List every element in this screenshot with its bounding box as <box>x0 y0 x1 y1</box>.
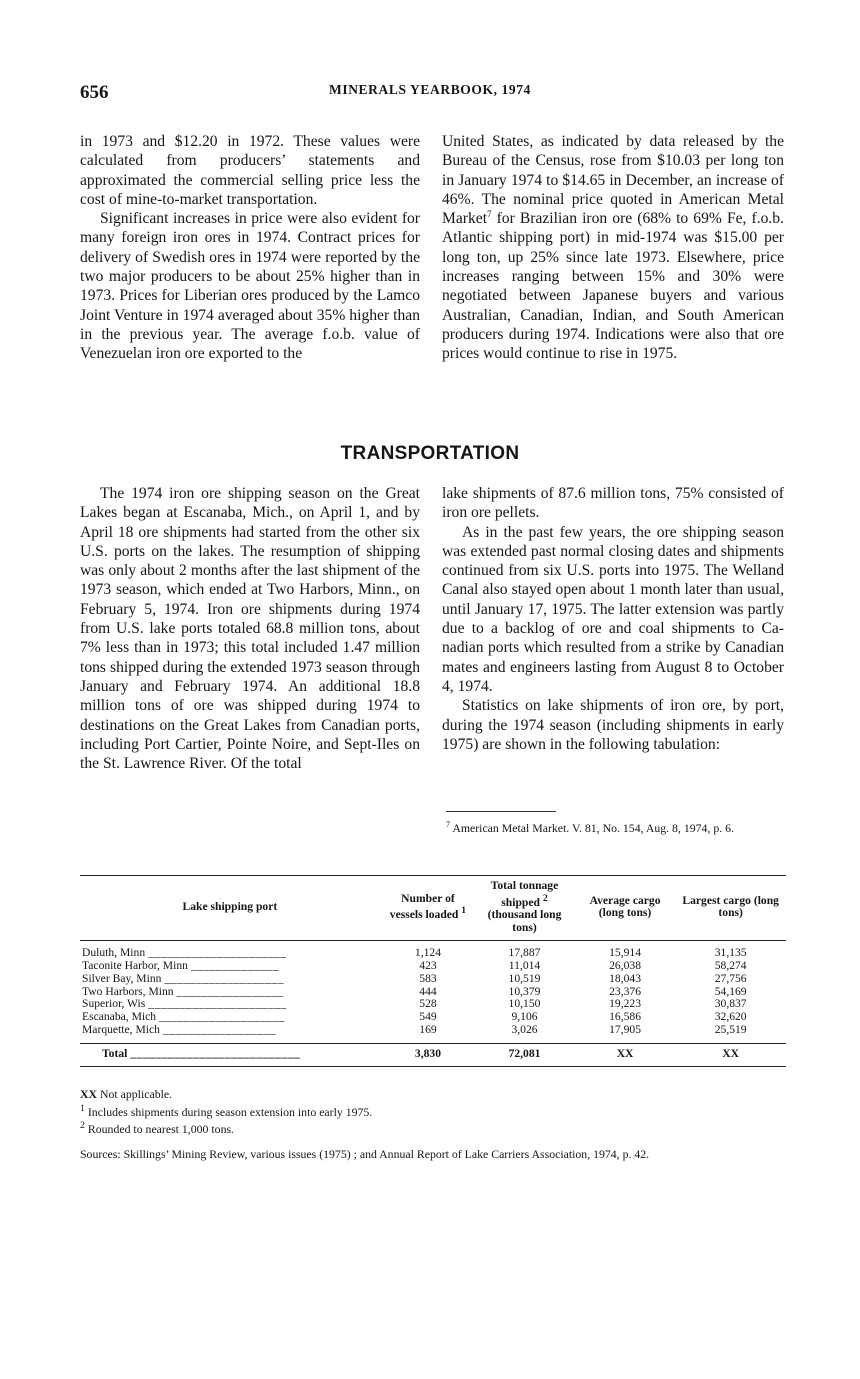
table-header-row <box>80 876 786 941</box>
cell-average: 19,223 <box>609 997 641 1011</box>
header-port: Lake shipping port <box>80 876 382 941</box>
cell-average: XX <box>575 1043 676 1066</box>
cell-largest: 32,620 <box>714 1010 747 1024</box>
cell-vessels: 583 <box>419 971 437 985</box>
port-name <box>80 973 382 986</box>
cell-average: 16,586 <box>609 1010 641 1024</box>
paragraph: As in the past few years, the ore shipping season was extended past normal closing dates and shipments continued from six U.S. ports into 1975. The Welland Canal also stayed open about 1 month later than usual, until January 17, 1975. The latter extension was partly due to a backlog of ore and coal shipments to Canadian ports which resulted from a strike by Canadian mates and engineers lasting from August 8 to October 4, 1974. <box>442 523 784 695</box>
cell-tonnage: 9,106 <box>511 1010 538 1024</box>
paragraph: Statistics on lake shipments of iron ore, by port, during the 1974 season (including shipments in early 1975) are shown in the following tabulation: <box>442 697 784 753</box>
cell-vessels: 169 <box>419 1023 437 1037</box>
cell-vessels: 1,124 <box>414 946 441 960</box>
header-vessels-text: Number of vessels loaded <box>389 891 459 922</box>
footnote-reference: 7 <box>487 209 492 219</box>
lake-shipping-table <box>80 875 786 1067</box>
cell-tonnage: 10,519 <box>508 971 541 985</box>
cell-largest: 31,135 <box>714 946 747 960</box>
port-name <box>80 998 382 1011</box>
footnote-text: American Metal Market. V. 81, No. 154, Aug. 8, 1974, p. 6. <box>452 820 734 835</box>
port-name <box>80 1024 382 1043</box>
footnote-number: 1 <box>80 1102 85 1114</box>
cell-largest: 58,274 <box>714 959 747 973</box>
leader-dots: ______________________ <box>148 998 287 1011</box>
port-name-text: Superior, Wis <box>82 998 146 1011</box>
table-notes <box>80 1088 786 1161</box>
sources-note: Sources: Skillings’ Mining Review, various issues (1975) ; and Annual Report of Lake Carriers Association, 1974, p. 42. <box>80 1146 650 1161</box>
cell-tonnage: 3,026 <box>511 1023 538 1037</box>
section-title: TRANSPORTATION <box>340 443 520 464</box>
cell-tonnage: 72,081 <box>474 1043 575 1066</box>
page-number: 656 <box>80 82 109 103</box>
paragraph: in 1973 and $12.20 in 1972. These values were calculated from producers’ statements and approximated the commercial selling price less the cost of mine-to-market transportation. <box>80 133 420 208</box>
footnote-reference: 1 <box>461 905 467 917</box>
cell-tonnage: 17,887 <box>508 946 541 960</box>
port-name <box>80 1011 382 1024</box>
cell-tonnage: 11,014 <box>508 959 541 973</box>
cell-largest: 27,756 <box>714 971 747 985</box>
port-name-text: Escanaba, Mich <box>82 1011 157 1024</box>
table-row <box>80 960 786 973</box>
note-not-applicable <box>80 1088 786 1102</box>
cell-largest: 54,169 <box>714 984 747 998</box>
leader-dots: __________________ <box>162 1024 277 1037</box>
cell-average: 15,914 <box>609 946 641 960</box>
header-tonnage-text: Total tonnage shipped <box>490 879 559 909</box>
port-name-text: Two Harbors, Minn <box>82 985 174 998</box>
paragraph: The 1974 iron ore shipping season on the Great Lakes began at Escanaba, Mich., on April 1, and by April 18 ore shipments had started from the other six U.S. ports on the lakes. The resumption of shipping was only about 2 months after the last shipment of the 1973 season, which ended at Two Harbors, Minn., on February 5, 1974. Iron ore shipments during 1974 from U.S. lake ports totaled 68.8 million tons, about 7% less than in 1973; this total included 1.47 million tons shipped during the extended 1973 season through January and February 1974. An additional 18.8 million tons of ore was shipped during 1974 to destinations on the Great Lakes from Canadian ports, including Port Cartier, Pointe Noire, and Sept-Iles on the St. Lawrence River. Of the total <box>80 485 420 773</box>
leader-dots: ___________________ <box>164 972 284 985</box>
paragraph-text: for Brazilian iron ore (68% to 69% Fe, f.o.b. Atlantic shipping port) in mid-1974 was $15.00 per long ton, up 25% since late 1973. Elsewhere, price increases ranging between 15% and 30% were negotiated between Japanese buyers and various Australian, Canadian, Indian, and South American producers during 1974. Indications were also that ore prices would continue to rise in 1975. <box>442 210 784 363</box>
port-name <box>80 986 382 999</box>
cell-tonnage: 10,150 <box>508 997 541 1011</box>
leader-dots: ____________________ <box>158 1011 285 1024</box>
prices-column-left <box>80 132 420 364</box>
port-name <box>80 941 382 960</box>
port-name-text: Duluth, Minn <box>82 946 146 960</box>
leader-dots: ______________________ <box>148 946 287 960</box>
table-total-row <box>80 1043 786 1066</box>
cell-vessels: 444 <box>419 984 437 998</box>
footnote-number: 7 <box>446 820 450 829</box>
port-name-text: Taconite Harbor, Minn <box>82 960 188 973</box>
cell-tonnage: 10,379 <box>508 984 541 998</box>
footnote-number: 2 <box>80 1120 85 1132</box>
header-vessels <box>382 876 475 941</box>
total-label-text: Total <box>102 1046 128 1060</box>
cell-average: 18,043 <box>609 971 641 985</box>
cell-largest: 25,519 <box>714 1023 747 1037</box>
leader-dots: ______________ <box>190 960 279 973</box>
port-name-text: Marquette, Mich <box>82 1024 160 1037</box>
port-name-text: Silver Bay, Minn <box>82 972 162 985</box>
cell-vessels: 549 <box>419 1010 437 1024</box>
note-2-text: Rounded to nearest 1,000 tons. <box>87 1122 235 1137</box>
paragraph <box>442 132 784 364</box>
cell-largest: XX <box>675 1043 786 1066</box>
paragraph-text: United States, as indicated by data released by the Bureau of the Census, rose from $10.03 per long ton in January 1974 to $14.65 in December, an increase of 46%. The nominal price quoted in American Metal Market <box>442 133 784 228</box>
footnote-reference: 2 <box>542 892 548 904</box>
note-1 <box>80 1102 786 1120</box>
header-tonnage-unit: (thousand long tons) <box>487 908 562 934</box>
cell-largest: 30,837 <box>714 997 747 1011</box>
header-average: Average cargo (long tons) <box>575 876 676 941</box>
note-xx-text: Not applicable. <box>100 1087 173 1101</box>
cell-vessels: 528 <box>419 997 437 1011</box>
transport-column-right <box>442 484 784 754</box>
total-label <box>80 1043 382 1066</box>
transport-column-left <box>80 484 420 773</box>
table-row <box>80 973 786 986</box>
cell-average: 23,376 <box>609 984 641 998</box>
cell-vessels: 3,830 <box>382 1043 475 1066</box>
note-1-text: Includes shipments during season extension into early 1975. <box>87 1104 373 1119</box>
footnote-divider <box>446 811 556 812</box>
leader-dots: _________________ <box>176 985 284 998</box>
table-row <box>80 941 786 960</box>
footnote <box>446 818 786 835</box>
port-name <box>80 960 382 973</box>
note-xx-label: XX <box>80 1087 98 1101</box>
running-head: MINERALS YEARBOOK, 1974 <box>329 82 531 97</box>
note-2 <box>80 1119 786 1137</box>
header-largest: Largest cargo (long tons) <box>675 876 786 941</box>
paragraph: Significant increases in price were also evident for many foreign iron ores in 1974. Contract prices for delivery of Swedish ores in 1974 were reported by the two major producers to be about 25% higher than in 1973. Prices for Liberian ores produced by the Lamco Joint Venture in 1974 averaged about 35% higher than in the previous year. The average f.o.b. value of Venezuelan iron ore exported to the <box>80 210 420 363</box>
prices-column-right <box>442 132 784 364</box>
cell-average: 17,905 <box>609 1023 641 1037</box>
shipping-table-container <box>80 875 786 1067</box>
header-tonnage <box>474 876 575 941</box>
cell-vessels: 423 <box>419 959 437 973</box>
leader-dots: ___________________________ <box>130 1046 301 1060</box>
table-row <box>80 1024 786 1043</box>
paragraph: lake shipments of 87.6 million tons, 75% consisted of iron ore pellets. <box>442 485 784 522</box>
cell-average: 26,038 <box>609 959 641 973</box>
